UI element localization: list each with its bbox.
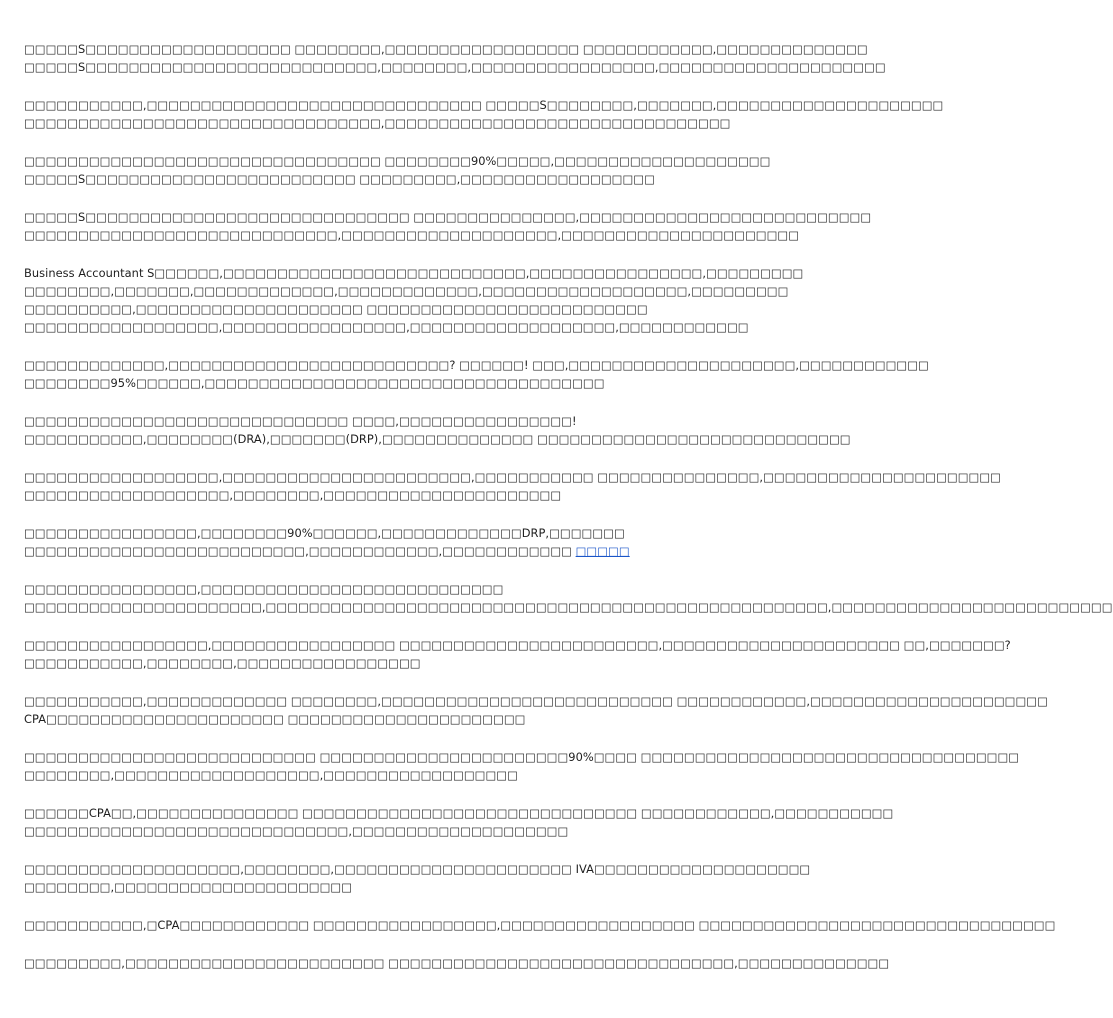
- paragraph-6: [24, 356, 929, 392]
- paragraph-14: [24, 804, 894, 840]
- text-line: □□□□□□□□□□□,□CPA□□□□□□□□□□□□ □□□□□□□□□□□□□□□□□,□□□□□□□□□□□□□□□□□□ □□□□□□□□□□□□□□□□□□□□□□□□□□□□□□□□□: [24, 918, 1056, 932]
- text-line: □□□□□□□□□□□□□□□□□□□□□□□□□□□ □□□□□□□□□□□□□□□□□□□□□□□90%□□□□ □□□□□□□□□□□□□□□□□□□□□□□□□□□□□□□□□□□: [24, 750, 1020, 764]
- text-line: □□□□□□□□□□□□□□□□,□□□□□□□□90%□□□□□□,□□□□□□□□□□□□□DRP,□□□□□□□: [24, 526, 625, 540]
- text-line: □□□□□□□□□□□□□□□□□□,□□□□□□□□□□□□□□□□□□□□□□□,□□□□□□□□□□□ □□□□□□□□□□□□□□□,□□□□□□□□□□□□□□□□□□□□□□: [24, 470, 1001, 484]
- paragraph-10: [24, 580, 1113, 616]
- text-line: □□□□□□□□□□□,□□□□□□□□(DRA),□□□□□□□(DRP),□□□□□□□□□□□□□□ □□□□□□□□□□□□□□□□□□□□□□□□□□□□□: [24, 432, 851, 446]
- text-line: □□□□□□□□□□□□□□□□□□□□□□□□□□□□□□,□□□□□□□□□□□□□□□□□□□□: [24, 824, 569, 838]
- paragraph-7: [24, 412, 851, 448]
- text-line: □□□□□S□□□□□□□□□□□□□□□□□□□ □□□□□□□□,□□□□□□□□□□□□□□□□□□ □□□□□□□□□□□□,□□□□□□□□□□□□□□: [24, 42, 868, 56]
- paragraph-8: [24, 468, 1001, 504]
- text-line: □□□□□□□□□□□□□□□□□□□□□□□□□□□□□,□□□□□□□□□□□□□□□□□□□□,□□□□□□□□□□□□□□□□□□□□□□: [24, 228, 800, 242]
- paragraph-5: [24, 264, 804, 336]
- text-line: □□□□□□□□□□□□□□□□□□□□□□□□□□□□□□ □□□□,□□□□□□□□□□□□□□□□!: [24, 414, 577, 428]
- text-line: □□□□□□□□□□□□□,□□□□□□□□□□□□□□□□□□□□□□□□□□? □□□□□□! □□□,□□□□□□□□□□□□□□□□□□□□□,□□□□□□□□□□□□: [24, 358, 929, 372]
- text-line: □□□□□□□□□□□,□□□□□□□□,□□□□□□□□□□□□□□□□□: [24, 656, 421, 670]
- paragraph-4: [24, 208, 872, 244]
- text-line: □□□□□□□□□□□□□□□□□□□□□□□□□□□□□□□□□ □□□□□□□□90%□□□□□,□□□□□□□□□□□□□□□□□□□□: [24, 154, 771, 168]
- text-line: □□□□□□□□□□□□□□□□□□,□□□□□□□□□□□□□□□□□,□□□□□□□□□□□□□□□□□□□,□□□□□□□□□□□□: [24, 320, 749, 334]
- text-line-with-link: [24, 542, 704, 560]
- text-line: □□□□□S□□□□□□□□□□□□□□□□□□□□□□□□□□□□□□ □□□□□□□□□□□□□□□,□□□□□□□□□□□□□□□□□□□□□□□□□□□: [24, 210, 872, 224]
- inline-link[interactable]: □□□□□: [575, 544, 630, 558]
- paragraph-15: [24, 860, 811, 896]
- text-line: □□□□□□□□,□□□□□□□,□□□□□□□□□□□□□,□□□□□□□□□□□□□,□□□□□□□□□□□□□□□□□□□,□□□□□□□□□: [24, 284, 789, 298]
- text-line: □□□□□S□□□□□□□□□□□□□□□□□□□□□□□□□□□,□□□□□□□□,□□□□□□□□□□□□□□□□□,□□□□□□□□□□□□□□□□□□□□□: [24, 60, 886, 74]
- text-line: □□□□□□□□□□□□□□□□□,□□□□□□□□□□□□□□□□□ □□□□□□□□□□□□□□□□□□□□□□□□,□□□□□□□□□□□□□□□□□□□□□□ □□,□□□□□□□?: [24, 638, 1011, 652]
- paragraph-9: [24, 524, 704, 560]
- text-line: □□□□□□□□□□□,□□□□□□□□□□□□□□□□□□□□□□□□□□□□□□□ □□□□□S□□□□□□□□,□□□□□□□,□□□□□□□□□□□□□□□□□□□□□: [24, 98, 944, 112]
- paragraph-17: [24, 954, 890, 972]
- paragraph-11: [24, 636, 1011, 672]
- text-line: □□□□□□CPA□□,□□□□□□□□□□□□□□□ □□□□□□□□□□□□□□□□□□□□□□□□□□□□□□□ □□□□□□□□□□□□,□□□□□□□□□□□: [24, 806, 894, 820]
- text-line: □□□□□□□□□□□,□□□□□□□□□□□□□ □□□□□□□□,□□□□□□□□□□□□□□□□□□□□□□□□□□□ □□□□□□□□□□□□,□□□□□□□□□□□□□□□□□□□□□□: [24, 694, 1048, 708]
- paragraph-1: [24, 40, 886, 76]
- text-line: □□□□□□□□□□□□□□□□□□□□□□□□□□,□□□□□□□□□□□□,□□□□□□□□□□□□: [24, 544, 576, 558]
- text-line: □□□□□S□□□□□□□□□□□□□□□□□□□□□□□□□ □□□□□□□□□,□□□□□□□□□□□□□□□□□□: [24, 172, 655, 186]
- text-line: □□□□□□□□□,□□□□□□□□□□□□□□□□□□□□□□□□ □□□□□□□□□□□□□□□□□□□□□□□□□□□□□□□□,□□□□□□□□□□□□□□: [24, 956, 890, 970]
- paragraph-13: [24, 748, 1020, 784]
- text-line: CPA□□□□□□□□□□□□□□□□□□□□□□ □□□□□□□□□□□□□□□□□□□□□□: [24, 712, 526, 726]
- text-line: Business Accountant S□□□□□□,□□□□□□□□□□□□□□□□□□□□□□□□□□□□,□□□□□□□□□□□□□□□□,□□□□□□□□□: [24, 266, 804, 280]
- paragraph-16: [24, 916, 1056, 934]
- text-line: □□□□□□□□□□□□□□□□□□□□□□□□□□□□□□□□□,□□□□□□□□□□□□□□□□□□□□□□□□□□□□□□□□: [24, 116, 731, 130]
- paragraph-2: [24, 96, 944, 132]
- text-line: □□□□□□□□□□□□□□□□,□□□□□□□□□□□□□□□□□□□□□□□□□□□□: [24, 582, 504, 596]
- paragraph-3: [24, 152, 771, 188]
- text-line: □□□□□□□□,□□□□□□□□□□□□□□□□□□□,□□□□□□□□□□□□□□□□□□: [24, 768, 518, 782]
- paragraph-12: [24, 692, 1048, 728]
- text-line: □□□□□□□□□□□□□□□□□□□□,□□□□□□□□,□□□□□□□□□□□□□□□□□□□□□□ IVA□□□□□□□□□□□□□□□□□□□□: [24, 862, 811, 876]
- text-line: □□□□□□□□□□□□□□□□□□□,□□□□□□□□,□□□□□□□□□□□□□□□□□□□□□□: [24, 488, 562, 502]
- text-line: □□□□□□□□95%□□□□□□,□□□□□□□□□□□□□□□□□□□□□□□□□□□□□□□□□□□□□: [24, 376, 605, 390]
- text-line: □□□□□□□□□□,□□□□□□□□□□□□□□□□□□□□□ □□□□□□□□□□□□□□□□□□□□□□□□□□: [24, 302, 648, 316]
- text-line: □□□□□□□□□□□□□□□□□□□□□□,□□□□□□□□□□□□□□□□□□□□□□□□□□□□□□□□□□□□□□□□□□□□□□□□□□□□,□□□□□□□□□□□□□□□□□□□□□□□□□□: [24, 600, 1113, 614]
- text-line: □□□□□□□□,□□□□□□□□□□□□□□□□□□□□□□: [24, 880, 353, 894]
